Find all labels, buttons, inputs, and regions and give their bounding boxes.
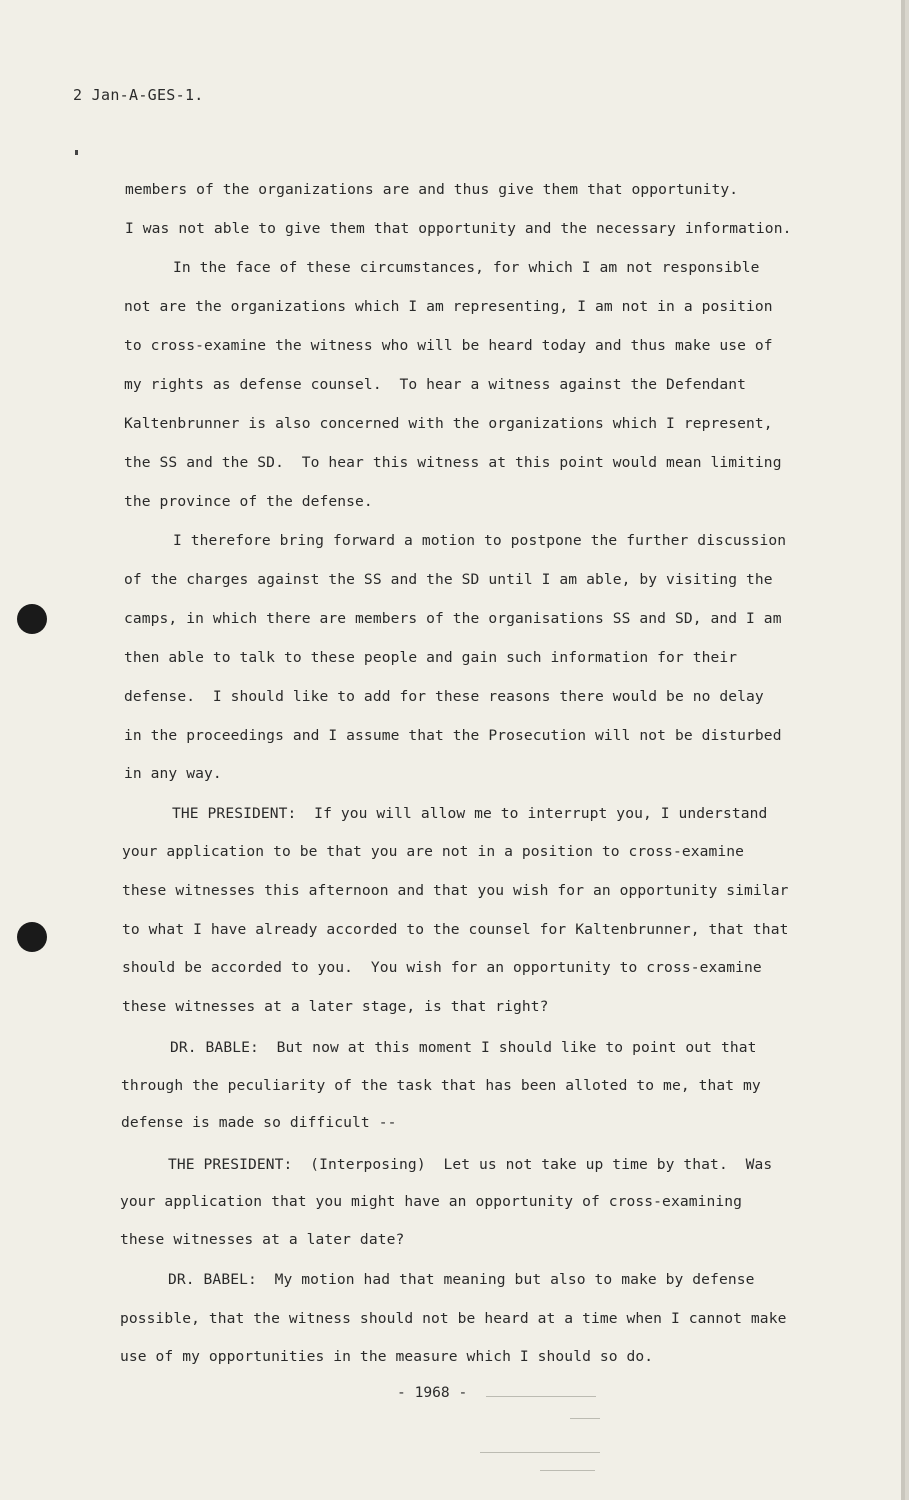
smudge-mark <box>570 1418 600 1419</box>
smudge-mark <box>480 1452 600 1453</box>
text-line: the SS and the SD. To hear this witness at this point would mean limiting <box>124 454 782 471</box>
document-header: 2 Jan-A-GES-1. <box>73 86 204 104</box>
text-line: Kaltenbrunner is also concerned with the organizations which I represent, <box>124 415 773 432</box>
smudge-mark <box>486 1396 596 1397</box>
text-line: to what I have already accorded to the counsel for Kaltenbrunner, that that <box>122 921 789 938</box>
text-line: through the peculiarity of the task that has been alloted to me, that my <box>121 1077 761 1094</box>
text-line: should be accorded to you. You wish for an opportunity to cross-examine <box>122 959 762 976</box>
text-line: possible, that the witness should not be heard at a time when I cannot make <box>120 1310 787 1327</box>
text-line: THE PRESIDENT: (Interposing) Let us not take up time by that. Was <box>168 1156 773 1173</box>
text-line: defense is made so difficult -- <box>121 1114 397 1131</box>
text-line: these witnesses at a later date? <box>120 1231 405 1248</box>
text-line: these witnesses this afternoon and that you wish for an opportunity similar <box>122 882 789 899</box>
text-line: in any way. <box>124 765 222 782</box>
text-line: THE PRESIDENT: If you will allow me to interrupt you, I understand <box>172 805 768 822</box>
text-line: I therefore bring forward a motion to postpone the further discussion <box>173 532 787 549</box>
text-line: to cross-examine the witness who will be heard today and thus make use of <box>124 337 773 354</box>
text-line: your application to be that you are not in a position to cross-examine <box>122 843 745 860</box>
text-line: your application that you might have an opportunity of cross-examining <box>120 1193 743 1210</box>
text-line: not are the organizations which I am representing, I am not in a position <box>124 298 773 315</box>
text-line: in the proceedings and I assume that the Prosecution will not be disturbed <box>124 727 782 744</box>
text-line: then able to talk to these people and gain such information for their <box>124 649 738 666</box>
text-line: In the face of these circumstances, for which I am not responsible <box>173 259 760 276</box>
text-line: use of my opportunities in the measure which I should so do. <box>120 1348 654 1365</box>
text-line: DR. BABEL: My motion had that meaning but also to make by defense <box>168 1271 755 1288</box>
text-line: defense. I should like to add for these reasons there would be no delay <box>124 688 764 705</box>
text-line: these witnesses at a later stage, is that right? <box>122 998 549 1015</box>
text-line: of the charges against the SS and the SD until I am able, by visiting the <box>124 571 773 588</box>
text-line: members of the organizations are and thus give them that opportunity. <box>125 181 739 198</box>
page-number: - 1968 - <box>397 1384 468 1401</box>
text-line: my rights as defense counsel. To hear a witness against the Defendant <box>124 376 747 393</box>
text-line: the province of the defense. <box>124 493 373 510</box>
text-line: DR. BABLE: But now at this moment I should like to point out that <box>170 1039 757 1056</box>
smudge-mark <box>540 1470 595 1471</box>
text-line: camps, in which there are members of the organisations SS and SD, and I am <box>124 610 782 627</box>
text-line: I was not able to give them that opportunity and the necessary information. <box>125 220 792 237</box>
